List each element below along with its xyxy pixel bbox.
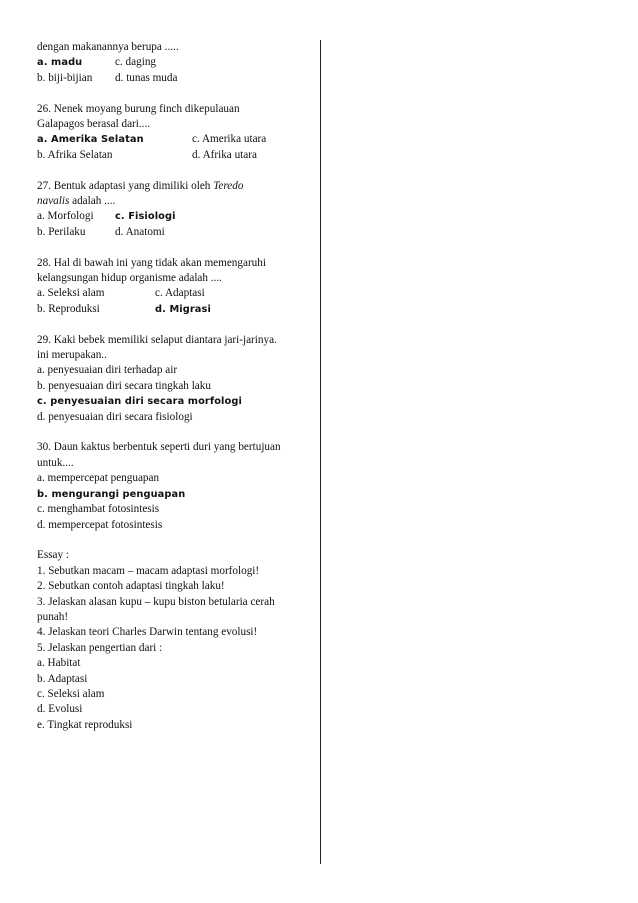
essay-q5-item: b. Adaptasi [37,672,88,685]
q28-options-row1 [37,286,322,301]
q25-options-row2 [37,71,322,86]
essay-q1: 1. Sebutkan macam – macam adaptasi morfologi! [37,564,260,577]
q29-option-d: d. penyesuaian diri secara fisiologi [37,410,193,423]
q25-options-row1 [37,55,322,70]
q25-option-d: d. tunas muda [115,71,178,84]
q26-options-row1 [37,132,322,147]
q26-option-a-answer: a. Amerika Selatan [37,134,144,146]
q27-option-c-answer: c. Fisiologi [115,211,176,223]
q25-tail: dengan makanannya berupa ..... [37,41,179,53]
q30-line1: 30. Daun kaktus berbentuk seperti duri yang bertujuan [37,441,281,454]
q28-line2: kelangsungan hidup organisme adalah .... [37,272,222,285]
q26-option-d: d. Afrika utara [192,148,257,161]
q26-option-c: c. Amerika utara [192,133,267,146]
essay-q3-line1: 3. Jelaskan alasan kupu – kupu biston betularia cerah [37,595,275,608]
essay-title: Essay : [37,549,70,562]
essay-q5-item: c. Seleksi alam [37,687,105,700]
essay-q4: 4. Jelaskan teori Charles Darwin tentang evolusi! [37,626,258,639]
q30-option-c: c. menghambat fotosintesis [37,503,160,516]
q29-option-b: b. penyesuaian diri secara tingkah laku [37,379,211,392]
q29-option-c-answer: c. penyesuaian diri secara morfologi [37,396,242,408]
q26-option-b: b. Afrika Selatan [37,148,113,161]
q30-line2: untuk.... [37,456,74,469]
q26-options-row2 [37,148,322,163]
q27-options-row2 [37,225,322,240]
column-divider [320,40,321,864]
q27-species-name: navalis [37,195,70,208]
q29-line2: ini merupakan.. [37,349,107,362]
q27-option-d: d. Anatomi [115,225,165,238]
q27-options-row1 [37,209,322,224]
left-column [37,40,322,733]
q30-option-a: a. mempercepat penguapan [37,472,160,485]
q30-option-b-answer: b. mengurangi penguapan [37,488,186,500]
essay-q5: 5. Jelaskan pengertian dari : [37,641,163,654]
essay-q3-line2: punah! [37,610,69,623]
q28-option-d-answer: d. Migrasi [155,303,211,315]
q28-option-a: a. Seleksi alam [37,287,105,300]
q25-option-a-answer: a. madu [37,57,83,69]
q26-line1: 26. Nenek moyang burung finch dikepulauan [37,102,240,115]
q26-line2: Galapagos berasal dari.... [37,118,151,131]
q29-line1: 29. Kaki bebek memiliki selaput diantara jari-jarinya. [37,333,277,346]
q27-option-b: b. Perilaku [37,225,86,238]
q28-options-row2 [37,302,322,317]
essay-q5-item: a. Habitat [37,657,81,670]
q28-option-b: b. Reproduksi [37,302,100,315]
q27-line2 [37,194,322,209]
q27-option-a: a. Morfologi [37,210,94,223]
q27-species-genus: Teredo [213,179,244,192]
q25-option-c: c. daging [115,56,157,69]
essay-q2: 2. Sebutkan contoh adaptasi tingkah laku! [37,580,225,593]
essay-q5-item: e. Tingkat reproduksi [37,718,133,731]
q28-line1: 28. Hal di bawah ini yang tidak akan memengaruhi [37,256,266,269]
q27-line1-text: 27. Bentuk adaptasi yang dimiliki oleh [37,179,214,192]
q30-option-d: d. mempercepat fotosintesis [37,518,163,531]
q25-option-b: b. biji-bijian [37,71,93,84]
q28-option-c: c. Adaptasi [155,287,205,300]
q29-option-a: a. penyesuaian diri terhadap air [37,364,178,377]
q27-line2-text: adalah .... [69,195,116,208]
essay-q5-item: d. Evolusi [37,703,83,716]
q27-line1 [37,179,322,194]
